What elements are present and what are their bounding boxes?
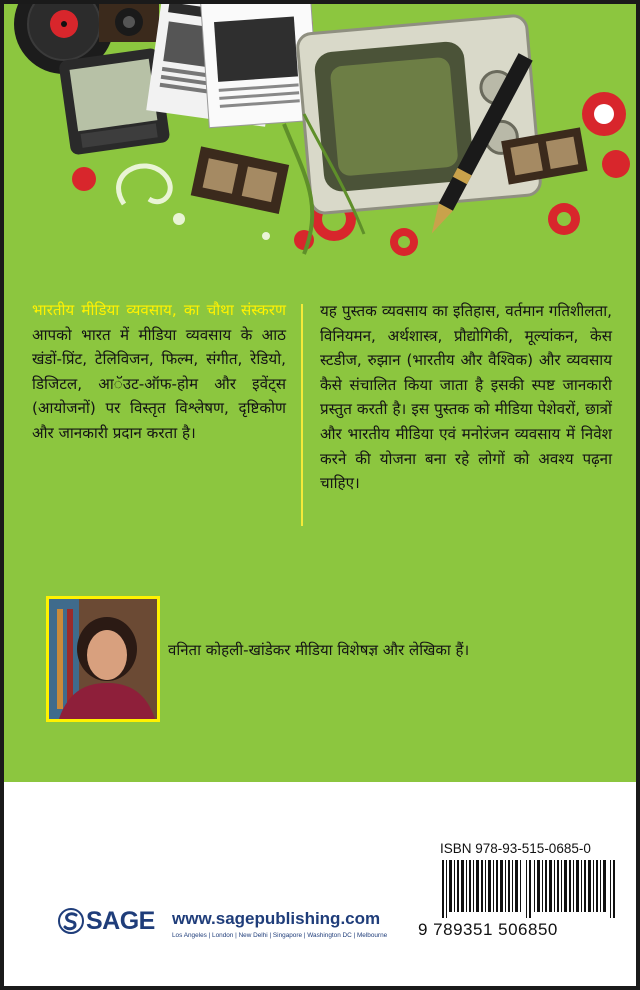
- author-portrait-image: [49, 599, 157, 719]
- description-right: यह पुस्तक व्यवसाय का इतिहास, वर्तमान गतिशीलता, विनियमन, अर्थशास्त्र, प्रौद्योगिकी, मूल्यांकन, केस स्टडीज, रुझान (भारतीय और वैश्विक) और व्यवसाय कैसे संचालित किया जाता है इसकी स्पष्ट जानकारी प्रस्तुत करती है। इस पुस्तक को मीडिया पेशेवरों, छात्रों और भारतीय मीडिया एवं मनोरंजन व्यवसाय में निवेश करने की योजना बना रहे लोगों को अवश्य पढ़ना चाहिए।: [320, 302, 612, 493]
- publisher-name: SAGE: [86, 907, 155, 935]
- book-back-cover: [4, 4, 636, 986]
- publisher-cities: Los Angeles | London | New Delhi | Singapore | Washington DC | Melbourne: [172, 932, 388, 939]
- description-left-text: आपको भारत में मीडिया व्यवसाय के आठ खंडों-प्रिंट, टेलिविजन, फिल्म, संगीत, रेडियो, डिजिटल, आॅउट-ऑफ-होम और इवेंट्स (आयोजनों) पर विस्तृत विश्लेषण, दृष्टिकोण और जानकारी प्रदान करता है।: [32, 325, 286, 442]
- publisher-url[interactable]: www.sagepublishing.com: [172, 909, 381, 928]
- edition-highlight: भारतीय मीडिया व्यवसाय, का चौथा संस्करण: [32, 301, 286, 319]
- author-bio: वनिता कोहली-खांडेकर मीडिया विशेषज्ञ और लेखिका हैं।: [168, 641, 470, 659]
- description-left: [32, 298, 286, 446]
- author-photo: [46, 596, 160, 722]
- cover-background: [4, 4, 636, 782]
- isbn-label: ISBN 978-93-515-0685-0: [440, 841, 591, 856]
- column-divider: [301, 304, 303, 526]
- barcode-image: [442, 860, 618, 918]
- media-collage-illustration: [4, 4, 636, 284]
- barcode-digits: 9 789351 506850: [418, 920, 558, 939]
- sage-logo-icon: [58, 908, 84, 934]
